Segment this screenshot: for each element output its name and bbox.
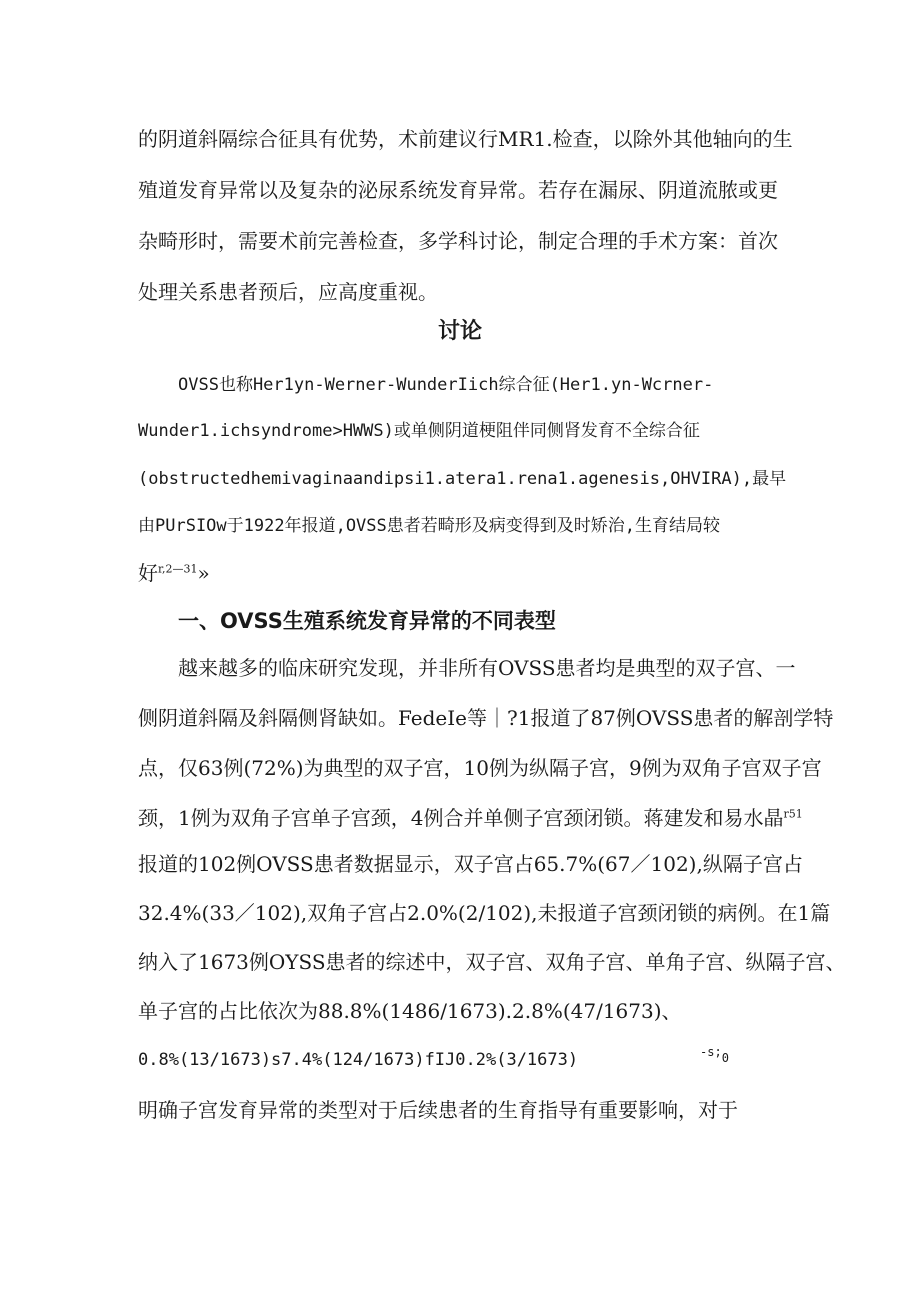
- paragraph-text: 颈，1例为双角子宫单子宫颈，4例合并单侧子宫颈闭锁。蒋建发和易水晶: [138, 806, 784, 830]
- paragraph-line: 侧阴道斜隔及斜隔侧肾缺如。FedeIe等｜?1报道了87例OVSS患者的解剖学特: [138, 706, 834, 730]
- paragraph-line: 杂畸形时，需要术前完善检查，多学科讨论，制定合理的手术方案：首次: [138, 229, 778, 253]
- margin-note-text: -s;: [700, 1045, 722, 1059]
- paragraph-line: 单子宫的占比依次为88.8%(1486/1673).2.8%(47/1673)、: [138, 999, 682, 1023]
- citation-superscript: r,2—31: [158, 562, 198, 576]
- citation-superscript: r51: [783, 807, 803, 821]
- paragraph-text: 好: [138, 561, 158, 585]
- paragraph-line: 0.8%(13/1673)s7.4%(124/1673)fIJ0.2%(3/1673): [138, 1050, 579, 1070]
- paragraph-line: 32.4%(33／102),双角子宫占2.0%(2/102),未报道子宫颈闭锁的病例。在1篇: [138, 901, 831, 925]
- subsection-title: 一、OVSS生殖系统发育异常的不同表型: [178, 609, 556, 633]
- paragraph-line: 处理关系患者预后，应高度重视。: [138, 280, 438, 304]
- paragraph-line: OVSS也称Her1yn-Werner-WunderIich综合征(Her1.yn-Wcrner-: [178, 375, 714, 395]
- section-title: 讨论: [437, 319, 482, 344]
- paragraph-line: 纳入了1673例OYSS患者的综述中，双子宫、双角子宫、单角子宫、纵隔子宫、: [138, 950, 846, 974]
- paragraph-line: [138, 805, 803, 831]
- paragraph-line: 明确子宫发育异常的类型对于后续患者的生育指导有重要影响，对于: [138, 1098, 738, 1122]
- margin-note-subscript: 0: [721, 1051, 729, 1065]
- paragraph-line: 越来越多的临床研究发现，并非所有OVSS患者均是典型的双子宫、一: [178, 656, 796, 680]
- paragraph-line: 由PUrSIOw于1922年报道,OVSS患者若畸形及病变得到及时矫治,生育结局较: [138, 516, 720, 536]
- paragraph-line: 点，仅63例(72%)为典型的双子宫，10例为纵隔子宫，9例为双角子宫双子宫: [138, 756, 822, 780]
- paragraph-text: »: [197, 561, 210, 585]
- paragraph-line: 的阴道斜隔综合征具有优势，术前建议行MR1.检查，以除外其他轴向的生: [138, 127, 793, 151]
- paragraph-line: 殖道发育异常以及复杂的泌尿系统发育异常。若存在漏尿、阴道流脓或更: [138, 178, 778, 202]
- paragraph-line: [138, 560, 210, 586]
- paragraph-line: (obstructedhemivaginaandipsi1.atera1.rena1.agenesis,OHVIRA),最早: [138, 469, 787, 489]
- paragraph-line: Wunder1.ichsyndrome>HWWS)或单侧阴道梗阻伴同侧肾发育不全综合征: [138, 421, 700, 441]
- paragraph-line: 报道的102例OVSS患者数据显示，双子宫占65.7%(67／102),纵隔子宫占: [138, 852, 803, 876]
- margin-note: [700, 1044, 729, 1065]
